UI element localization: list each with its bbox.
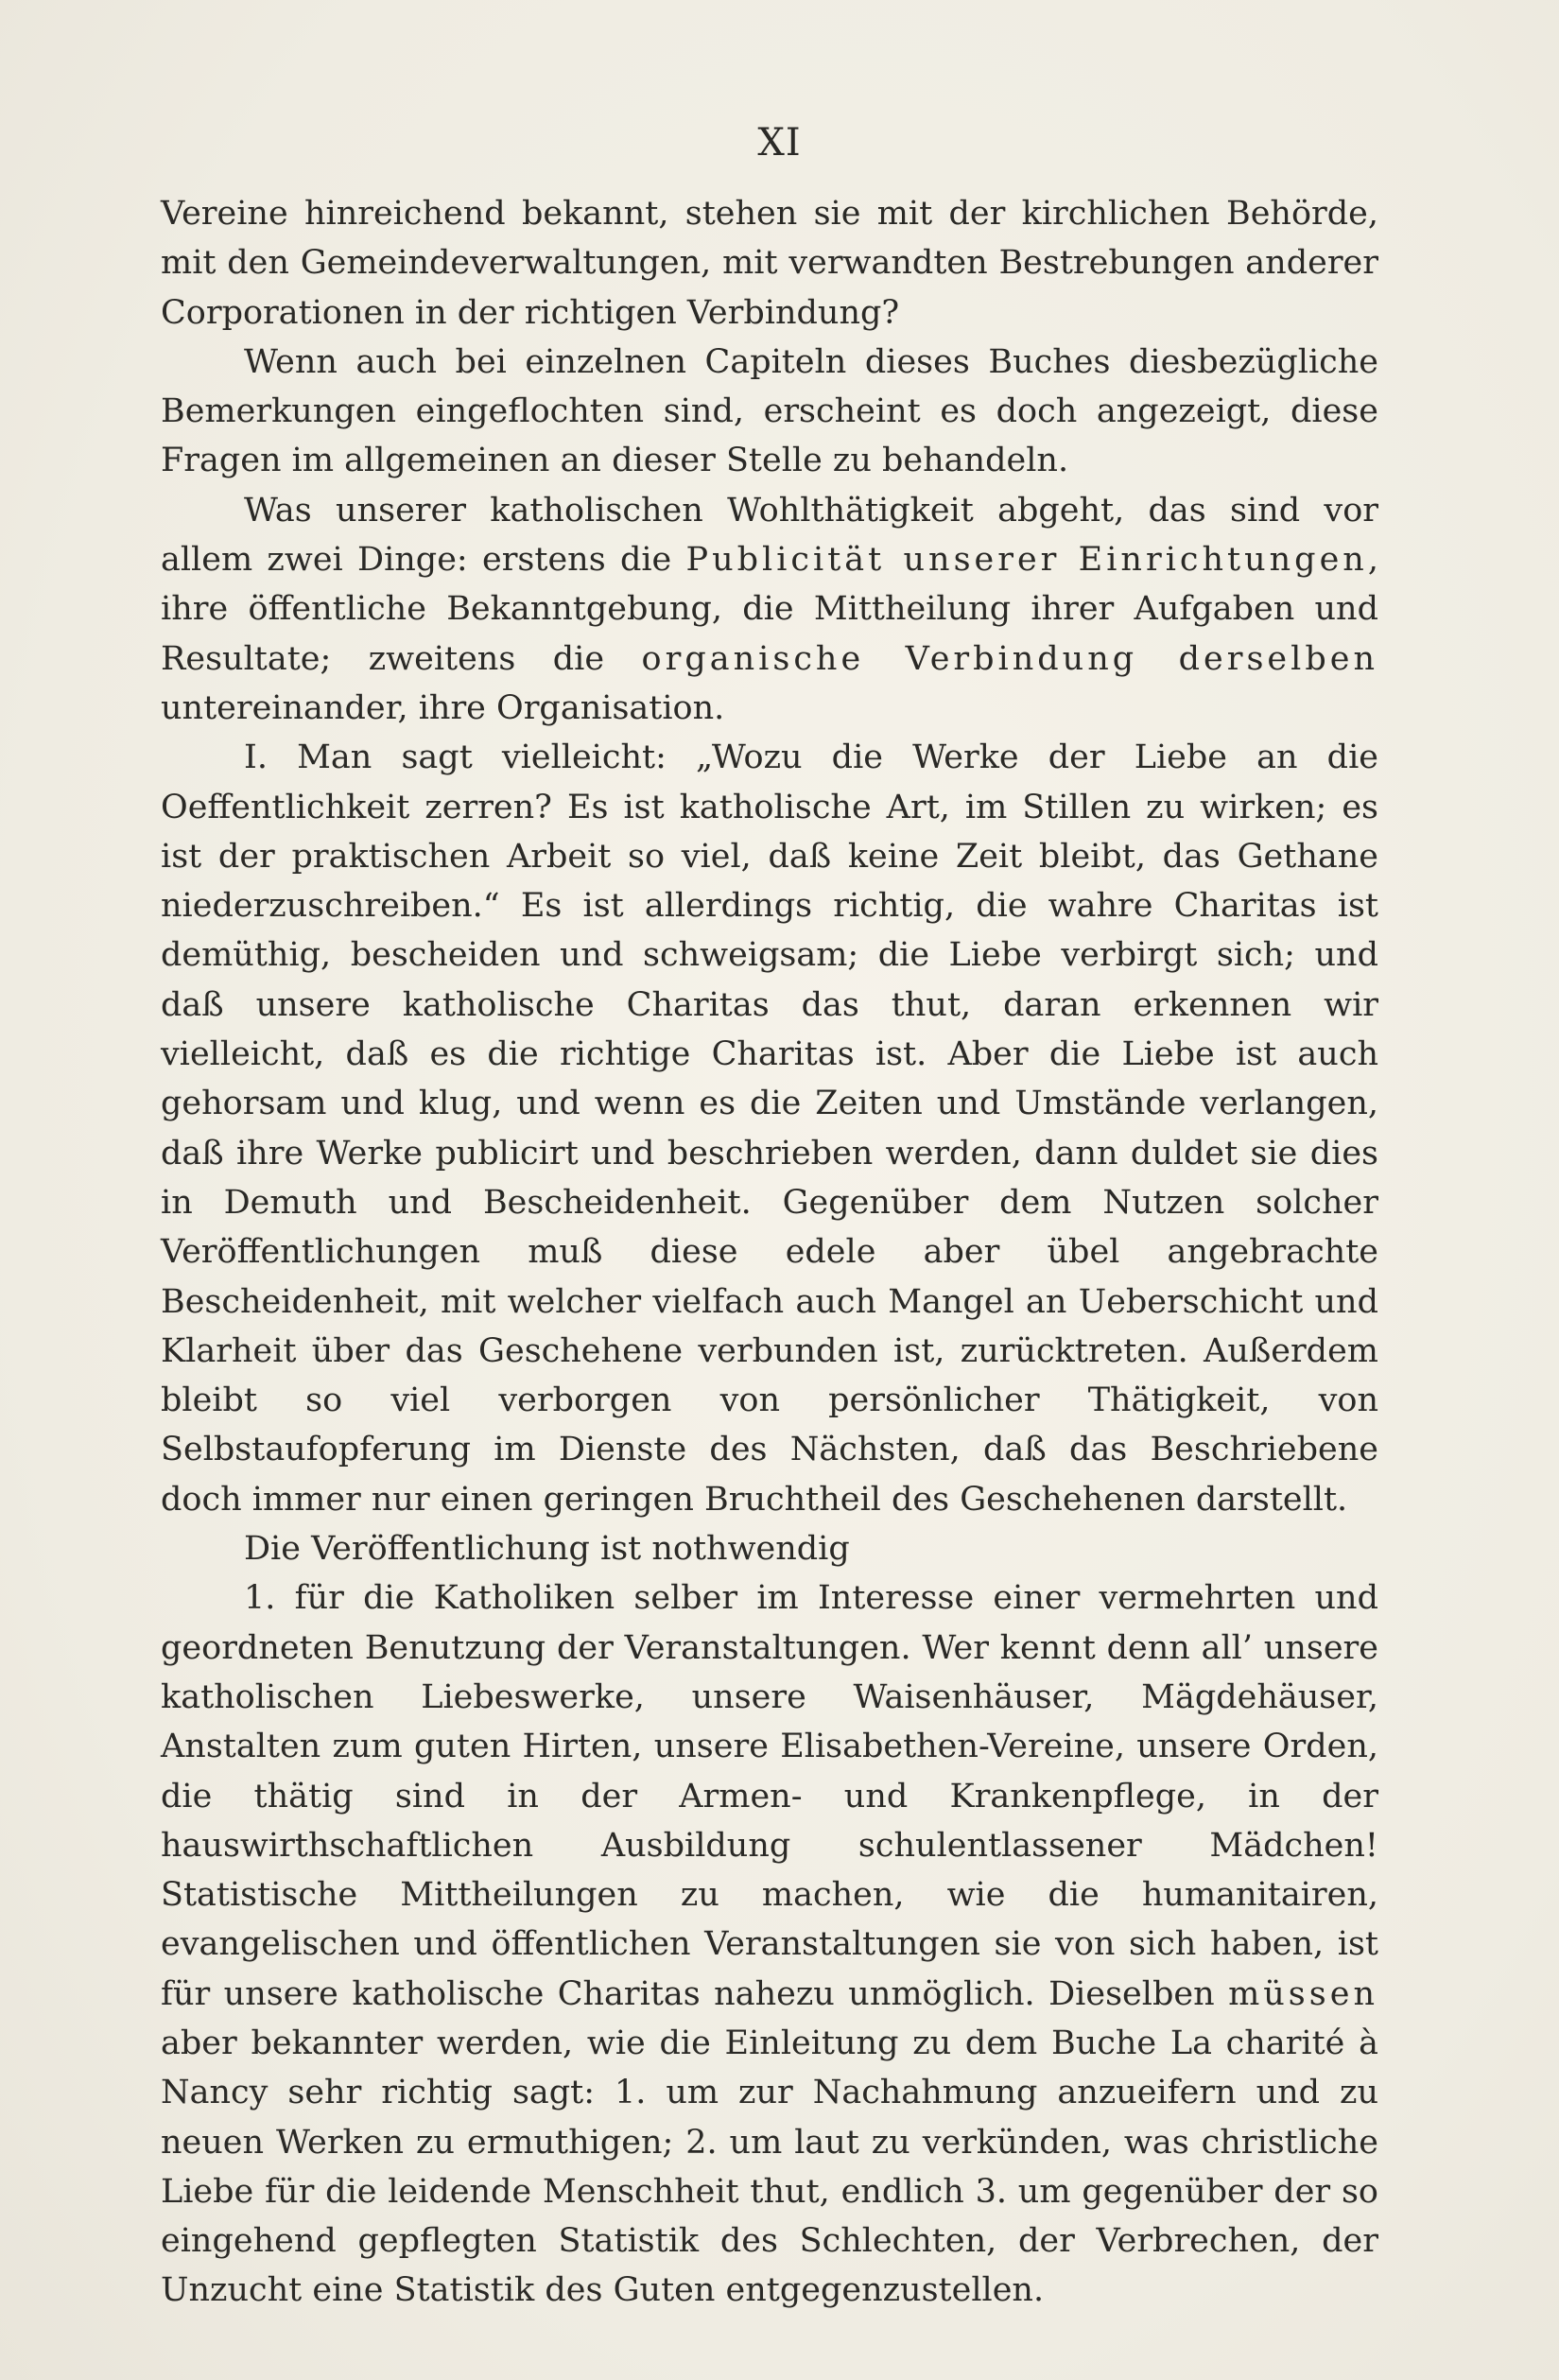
paragraph-1 <box>161 189 1378 338</box>
paragraph-4 <box>161 733 1378 1524</box>
paragraph-text: untereinander, ihre Organisation. <box>161 688 725 727</box>
body-text <box>161 189 1378 2316</box>
spaced-emphasis: Publicität unserer Einrichtungen <box>685 541 1368 580</box>
spaced-emphasis: müssen <box>1228 1974 1378 2013</box>
spaced-emphasis: organische Verbindung derselben <box>641 639 1379 678</box>
paragraph-text: Vereine hinreichend bekannt, stehen sie mit der kirchlichen Behörde, mit den Gemeindeverwaltungen, mit verwandten Bestrebungen anderer Corporationen in der richtigen Verbindung? <box>161 195 1378 332</box>
paragraph-text: Was unserer katholischen Wohlthätigkeit abgeht, das sind vor allem zwei Dinge: erstens die <box>161 491 1378 580</box>
paragraph-text: aber bekannter werden, wie die Einleitung zu dem Buche La charité à Nancy sehr richtig sagt: 1. um zur Nachahmung anzueifern und zu neuen Werken zu ermuthigen; 2. um laut zu verkünden, was christliche Liebe für die leidende Menschheit thut, endlich 3. um gegenüber der so eingehend gepflegten Statistik des Schlechten, der Verbrechen, der Unzucht eine Statistik des Guten entgegenzustellen. <box>161 2024 1378 2310</box>
paragraph-6 <box>161 1573 1378 2315</box>
paragraph-text: , ihre öffentliche Bekanntgebung, die Mittheilung ihrer Aufgaben und Resultate; zweitens die <box>161 541 1378 678</box>
paragraph-text: 1. für die Katholiken selber im Interesse einer vermehrten und geordneten Benutzung der Veranstaltungen. Wer kennt denn all’ unsere katholischen Liebeswerke, unsere Waisenhäuser, Mägdehäuser, Anstalten zum guten Hirten, unsere Elisabethen-Vereine, unsere Orden, die thätig sind in der Armen- und Krankenpflege, in der hauswirthschaftlichen Ausbildung schulentlassener Mädchen! Statistische Mittheilungen zu machen, wie die humanitairen, evangelischen und öffentlichen Veranstaltungen sie von sich haben, ist für unsere katholische Charitas nahezu unmöglich. Dieselben <box>161 1579 1378 2013</box>
paragraph-2 <box>161 338 1378 486</box>
paragraph-5 <box>161 1524 1378 1573</box>
page-number: XI <box>757 121 802 165</box>
paragraph-text: I. Man sagt vielleicht: „Wozu die Werke der Liebe an die Oeffentlichkeit zerren? Es ist katholische Art, im Stillen zu wirken; es ist der praktischen Arbeit so viel, daß keine Zeit bleibt, das Gethane niederzuschreiben.“ Es ist allerdings richtig, die wahre Charitas ist demüthig, bescheiden und schweigsam; die Liebe verbirgt sich; und daß unsere katholische Charitas das thut, daran erkennen wir vielleicht, daß es die richtige Charitas ist. Aber die Liebe ist auch gehorsam und klug, und wenn es die Zeiten und Umstände verlangen, daß ihre Werke publicirt und beschrieben werden, dann duldet sie dies in Demuth und Bescheidenheit. Gegenüber dem Nutzen solcher Veröffentlichungen muß diese edele aber übel angebrachte Bescheidenheit, mit welcher vielfach auch Mangel an Ueberschicht und Klarheit über das Geschehene verbunden ist, zurücktreten. Außerdem bleibt so viel verborgen von persönlicher Thätigkeit, von Selbstaufopferung im Dienste des Nächsten, daß das Beschriebene doch immer nur einen geringen Bruchtheil des Geschehenen darstellt. <box>161 738 1378 1519</box>
paragraph-3 <box>161 486 1378 733</box>
paragraph-text: Wenn auch bei einzelnen Capiteln dieses Buches diesbezügliche Bemerkungen eingeflochten sind, erscheint es doch angezeigt, diese Fragen im allgemeinen an dieser Stelle zu behandeln. <box>161 342 1378 480</box>
paragraph-text: Die Veröffentlichung ist nothwendig <box>244 1530 850 1569</box>
